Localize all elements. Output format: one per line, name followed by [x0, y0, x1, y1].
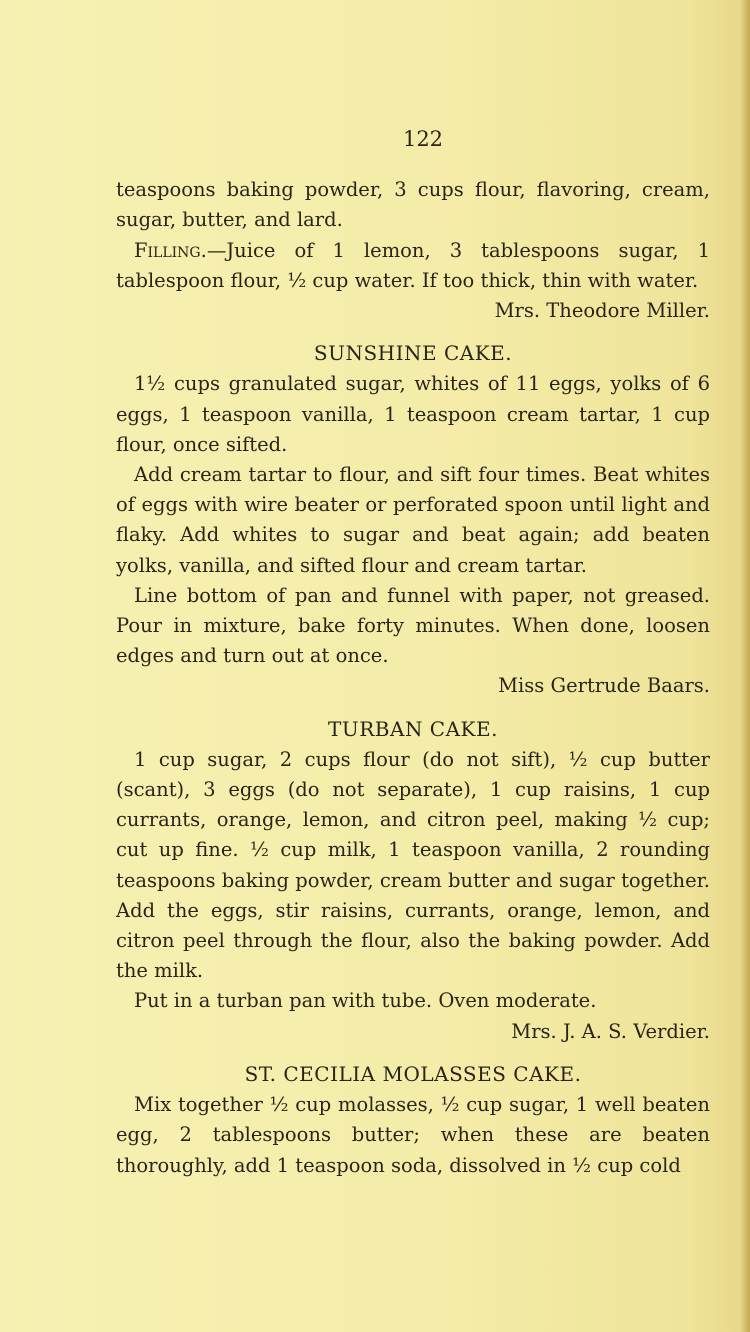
- recipe-author: Miss Gertrude Baars.: [498, 674, 710, 698]
- recipe-paragraph: Line bottom of pan and funnel with paper, not greased. Pour in mixture, bake forty minutes. When done, loosen edges and turn out at once.: [116, 583, 710, 668]
- recipe-paragraph: Mix together ½ cup molasses, ½ cup sugar, 1 well beaten egg, 2 tablespoons butter; when these are beaten thoroughly, add 1 teaspoon soda, dissolved in ½ cup cold: [116, 1093, 710, 1177]
- page-content: [116, 124, 710, 1181]
- filling-label: Filling.: [134, 238, 207, 262]
- page-number: 122: [402, 127, 444, 151]
- recipe-paragraph: 1½ cups granulated sugar, whites of 11 eggs, yolks of 6 eggs, 1 teaspoon vanilla, 1 teaspoon cream tartar, 1 cup flour, once sifted.: [116, 372, 710, 456]
- recipe-title-turban-cake: TURBAN CAKE.: [328, 716, 498, 741]
- page-edge-shadow: [740, 0, 750, 1332]
- filling-text: —Juice of 1 lemon, 3 tablespoons sugar, 1 tablespoon flour, ½ cup water. If too thick, thin with water.: [116, 238, 710, 292]
- intro-paragraph: teaspoons baking powder, 3 cups flour, flavoring, cream, sugar, butter, and lard.: [116, 178, 710, 232]
- intro-author: Mrs. Theodore Miller.: [494, 299, 710, 323]
- recipe-paragraph: Add cream tartar to flour, and sift four times. Beat whites of eggs with wire beater or perforated spoon until light and flaky. Add whites to sugar and beat again; add beaten yolks, vanilla, and sifted flour and cream tartar.: [116, 463, 710, 577]
- recipe-paragraph: Put in a turban pan with tube. Oven moderate.: [134, 989, 597, 1013]
- filling-paragraph: [116, 236, 710, 296]
- recipe-paragraph: 1 cup sugar, 2 cups flour (do not sift), ½ cup butter (scant), 3 eggs (do not separate), 1 cup raisins, 1 cup currants, orange, lemon, and citron peel, making ½ cup; cut up fine. ½ cup milk, 1 teaspoon vanilla, 2 rounding teaspoons baking powder, cream butter and sugar together. Add the eggs, stir raisins, currants, orange, lemon, and citron peel through the flour, also the baking powder. Add the milk.: [116, 747, 710, 983]
- recipe-title-st-cecilia-molasses-cake: ST. CECILIA MOLASSES CAKE.: [244, 1061, 582, 1086]
- recipe-author: Mrs. J. A. S. Verdier.: [511, 1019, 710, 1043]
- recipe-title-sunshine-cake: SUNSHINE CAKE.: [313, 341, 513, 366]
